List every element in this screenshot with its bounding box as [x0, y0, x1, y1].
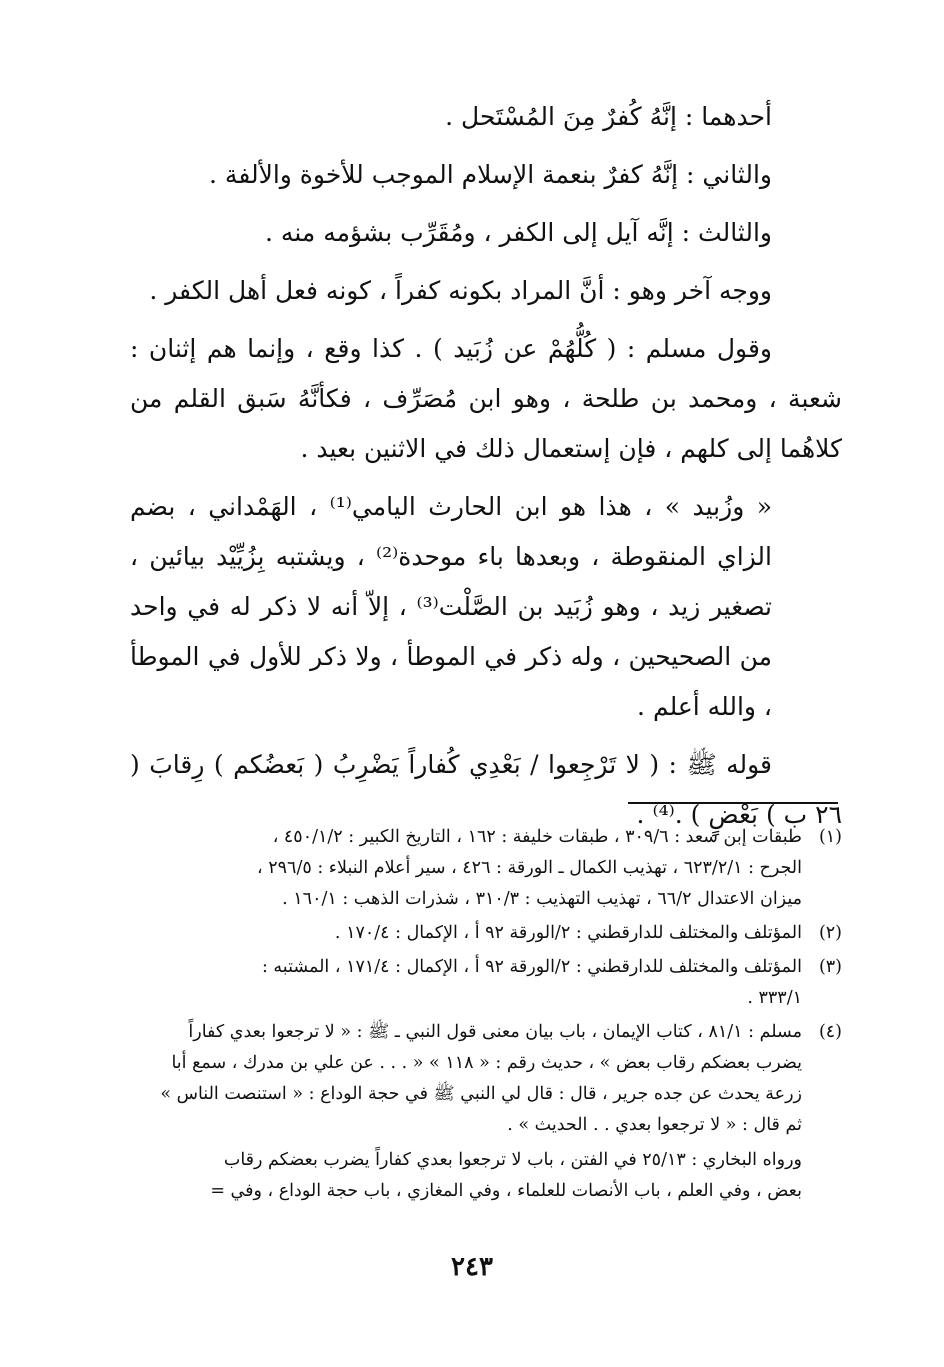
footnote-number: (١) [818, 827, 842, 847]
page-number: ٢٤٣ [451, 1252, 493, 1282]
paragraph-3: والثالث : إنَّه آيل إلى الكفر ، ومُقَرِّب بشؤمه منه . [265, 218, 772, 247]
footnote-line: يضرب بعضكم رقاب بعض » ، حديث رقم : « ١١٨ » « . . . عن علي بن مدرك ، سمع أبا [171, 1053, 802, 1073]
footnote-line: المؤتلف والمختلف للدارقطني : ٢/الورقة ٩٢ أ ، الإكمال : ١٧١/٤ ، المشتبه : [261, 957, 802, 977]
footnote-line: مسلم : ٨١/١ ، كتاب الإيمان ، باب بيان معنى قول النبي ـ ﷺ : « لا ترجعوا بعدي كفاراً [188, 1022, 802, 1042]
main-text [130, 92, 842, 848]
footnote-line: المؤتلف والمختلف للدارقطني : ٢/الورقة ٩٢ أ ، الإكمال : ١٧٠/٤ . [334, 923, 802, 943]
paragraph-4: ووجه آخر وهو : أنَّ المراد بكونه كفراً ، كونه فعل أهل الكفر . [149, 276, 772, 305]
footnote-line: ورواه البخاري : ٢٥/١٣ في الفتن ، باب لا ترجعوا بعدي كفاراً يضرب بعضكم رقاب [223, 1150, 802, 1170]
paragraph-2: والثاني : إنَّهُ كفرٌ بنعمة الإسلام الموجب للأخوة والألفة . [209, 160, 772, 189]
paragraph-5: وقول مسلم : ( كُلُّهُمْ عن زُبَيد ) . كذا وقع ، وإنما هم إثنان : شعبة ، ومحمد بن طلحة ، وهو ابن مُصَرِّف ، فكأنَّهُ سَبق القلم من كلاهُما إلى كلهم ، فإن إستعمال ذلك في الاثنين بعيد . [130, 334, 842, 463]
paragraph-6: « وزُبيد » ، هذا هو ابن الحارث اليامي⁽¹⁾ ، الهَمْداني ، بضم الزاي المنقوطة ، وبعدها باء موحدة⁽²⁾ ، ويشتبه بِزُيِّيْد بيائين ، تصغير زيد ، وهو زُبَيد بن الصَّلْت⁽³⁾ ، إلاّ أنه لا ذكر له في واحد من الصحيحين ، وله ذكر في الموطأ ، ولا ذكر للأول في الموطأ ، والله أعلم . [130, 492, 772, 721]
footnote-line: ميزان الاعتدال ٦٦/٢ ، تهذيب التهذيب : ٣١٠/٣ ، شذرات الذهب : ١٦٠/١ . [282, 889, 802, 909]
footnotes [130, 822, 842, 1207]
paragraph-7: قوله ﷺ : ( لا تَرْجِعوا / بَعْدِي كُفاراً يَضْرِبُ ( بَعضُكم ) رِقابَ ( ٢٦ ب ) بَعْضٍ ) .⁽⁴⁾ . [130, 750, 842, 829]
footnote-line: زرعة يحدث عن جده جرير ، قال : قال لي النبي ﷺ في حجة الوداع : « استنصت الناس » [160, 1084, 802, 1104]
footnote-number: (٣) [818, 957, 842, 977]
footnote-line: ثم قال : « لا ترجعوا بعدي . . الحديث » . [507, 1115, 802, 1135]
footnote-line: بعض ، وفي العلم ، باب الأنصات للعلماء ، وفي المغازي ، باب حجة الوداع ، وفي = [210, 1181, 802, 1201]
footnote-line: الجرح : ٦٢٣/٢/١ ، تهذيب الكمال ـ الورقة : ٤٢٦ ، سير أعلام النبلاء : ٢٩٦/٥ ، [257, 858, 802, 878]
footnote-3 [130, 952, 842, 1014]
footnote-1 [130, 822, 842, 915]
footnote-number: (٢) [818, 923, 842, 943]
footnote-line: ٣٣٣/١ . [747, 988, 802, 1008]
footnote-continuation [130, 1145, 842, 1207]
footnote-line: طبقات إبن سعد : ٣٠٩/٦ ، طبقات خليفة : ١٦٢ ، التاريخ الكبير : ٤٥٠/١/٢ ، [272, 827, 802, 847]
footnote-2 [130, 918, 842, 949]
paragraph-1: أحدهما : إنَّهُ كُفرٌ مِنَ المُسْتَحل . [445, 102, 772, 131]
footnote-4 [130, 1017, 842, 1141]
footnote-number: (٤) [818, 1022, 842, 1042]
footnote-separator [628, 802, 838, 804]
